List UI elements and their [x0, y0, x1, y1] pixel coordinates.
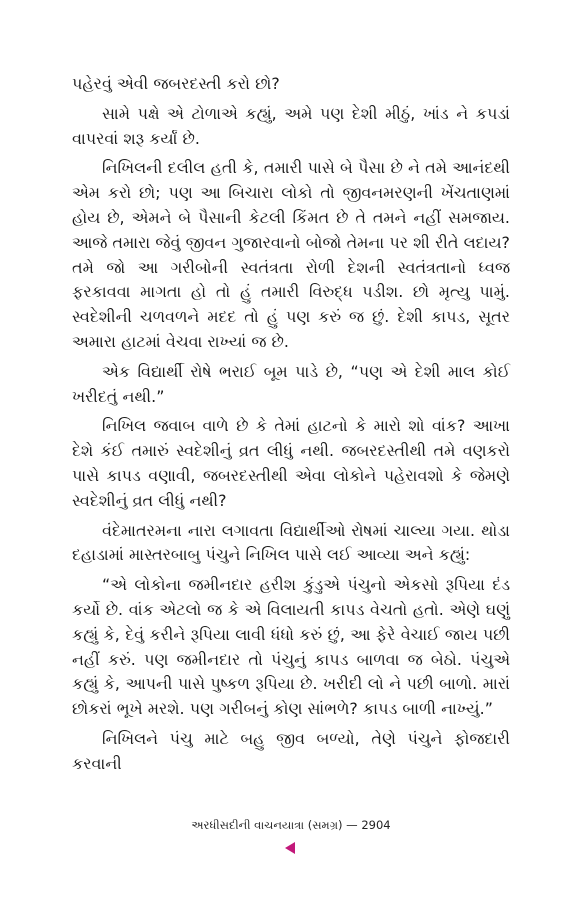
paragraph-4: એક વિદ્યાર્થી રોષે ભરાઈ બૂમ પાડે છે, “પણ એ દેશી માલ કોઈ ખરીદતું નથી.” — [72, 361, 510, 406]
page-body — [72, 72, 510, 782]
paragraph-5: નિખિલ જવાબ વાળે છે કે તેમાં હાટનો કે મારો શો વાંક? આખા દેશે કંઈ તમારું સ્વદેશીનું વ્રત લીધું નથી. જબરદસ્તીથી તમે વણકરો પાસે કાપડ વણાવી, જબરદસ્તીથી એવા લોકોને પહેરાવશો કે જેમણે સ્વદેશીનું વ્રત લીધું નથી? — [72, 416, 510, 510]
paragraph-1: પહેરવું એવી જબરદસ્તી કરો છો? — [72, 74, 280, 93]
paragraph-7: “એ લોકોના જમીનદાર હરીશ કુંડુએ પંચુનો એકસો રૂપિયા દંડ કર્યો છે. વાંક એટલો જ કે એ વિલાયતી કાપડ વેચતો હતો. એણે ઘણું કહ્યું કે, દેવું કરીને રૂપિયા લાવી ધંધો કરું છું, આ ફેરે વેચાઈ જાય પછી નહીં કરું. પણ જમીનદાર તો પંચુનું કાપડ બાળવા જ બેઠો. પંચુએ કહ્યું કે, આપની પાસે પુષ્કળ રૂપિયા છે. ખરીદી લો ને પછી બાળો. મારાં છોકરાં ભૂખે મરશે. પણ ગરીબનું કોણ સાંભળે? કાપડ બાળી નાખ્યું.” — [72, 575, 510, 719]
previous-page-arrow-icon[interactable] — [285, 842, 295, 854]
paragraph-3: નિખિલની દલીલ હતી કે, તમારી પાસે બે પૈસા છે ને તમે આનંદથી એમ કરો છો; પણ આ બિચારા લોકો તો જીવનમરણની ખેંચતાણમાં હોય છે, એમને બે પૈસાની કેટલી કિંમત છે તે તમને નહીં સમજાય. આજે તમારા જેવું જીવન ગુજારવાનો બોજો તેમના પર શી રીતે લદાય? તમે જો આ ગરીબોની સ્વતંત્રતા રોળી દેશની સ્વતંત્રતાનો ધ્વજ ફરકાવવા માગતા હો તો હું તમારી વિરુદ્ધ પડીશ. છો મૃત્યુ પામું. સ્વદેશીની ચળવળને મદદ તો હું પણ કરું જ છું. દેશી કાપડ, સૂતર અમારા હાટમાં વેચવા રાખ્યાં જ છે. — [72, 158, 510, 351]
paragraph-6: વંદેમાતરમના નારા લગાવતા વિદ્યાર્થીઓ રોષમાં ચાલ્યા ગયા. થોડા દહાડામાં માસ્તરબાબુ પંચુને નિખિલ પાસે લઈ આવ્યા અને કહ્યું: — [72, 520, 510, 565]
paragraph-8: નિખિલને પંચુ માટે બહુ જીવ બળ્યો, તેણે પંચુને ફોજદારી કરવાની — [72, 728, 510, 773]
page-footer: અરધીસદીની વાચનયાત્રા (સમગ્ર) — 2904 — [191, 818, 391, 832]
paragraph-2: સામે પક્ષે એ ટોળાએ કહ્યું, અમે પણ દેશી મીઠું, ખાંડ ને કપડાં વાપરવાં શરૂ કર્યાં છે. — [72, 103, 510, 148]
